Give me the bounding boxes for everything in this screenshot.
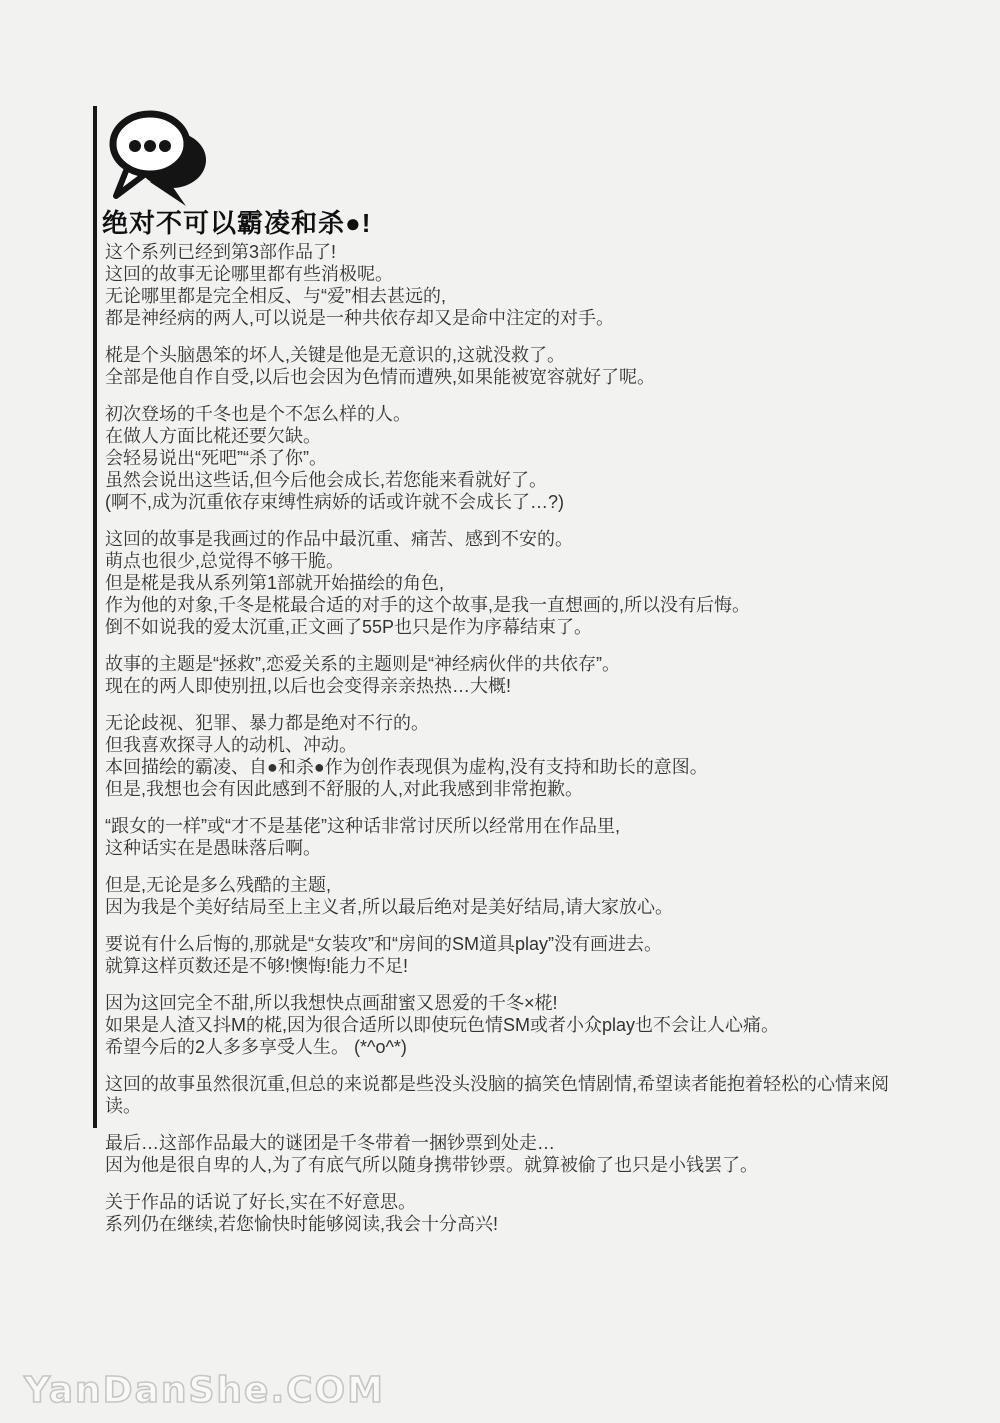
paragraph bbox=[105, 712, 990, 800]
text-line: 如果是人渣又抖M的椛,因为很合适所以即使玩色情SM或者小众play也不会让人心痛。 bbox=[105, 1015, 780, 1035]
text-line: 但是椛是我从系列第1部就开始描绘的角色, bbox=[105, 573, 445, 593]
paragraph bbox=[105, 528, 990, 638]
page-title: 绝对不可以霸凌和杀●! bbox=[102, 208, 372, 238]
text-line: 系列仍在继续,若您愉快时能够阅读,我会十分高兴! bbox=[105, 1214, 499, 1234]
paragraph bbox=[105, 815, 990, 859]
text-line: 会轻易说出“死吧”“杀了你”。 bbox=[105, 448, 327, 468]
paragraph bbox=[105, 1191, 990, 1235]
text-line: 要说有什么后悔的,那就是“女装攻”和“房间的SM道具play”没有画进去。 bbox=[105, 934, 662, 954]
paragraph bbox=[105, 1073, 990, 1117]
text-line: 在做人方面比椛还要欠缺。 bbox=[105, 426, 321, 446]
text-line: 但是,我想也会有因此感到不舒服的人,对此我感到非常抱歉。 bbox=[105, 779, 583, 799]
text-line: 最后…这部作品最大的谜团是千冬带着一捆钞票到处走… bbox=[105, 1133, 555, 1153]
text-line: 读。 bbox=[105, 1096, 141, 1116]
text-line: 故事的主题是“拯救”,恋爱关系的主题则是“神经病伙伴的共依存”。 bbox=[105, 654, 620, 674]
text-line: 因为这回完全不甜,所以我想快点画甜蜜又恩爱的千冬×椛! bbox=[105, 993, 558, 1013]
text-line: “跟女的一样”或“才不是基佬”这种话非常讨厌所以经常用在作品里, bbox=[105, 816, 620, 836]
text-line: 就算这样页数还是不够!懊悔!能力不足! bbox=[105, 956, 409, 976]
text-line: 本回描绘的霸凌、自●和杀●作为创作表现俱为虚构,没有支持和助长的意图。 bbox=[105, 757, 708, 777]
speech-bubbles-icon bbox=[108, 102, 210, 208]
text-line: 这种话实在是愚昧落后啊。 bbox=[105, 838, 321, 858]
text-line: 椛是个头脑愚笨的坏人,关键是他是无意识的,这就没救了。 bbox=[105, 345, 565, 365]
vertical-divider bbox=[93, 106, 97, 1128]
text-line: 这回的故事无论哪里都有些消极呢。 bbox=[105, 264, 393, 284]
text-line: 无论哪里都是完全相反、与“爱”相去甚远的, bbox=[105, 286, 446, 306]
watermark: YanDanShe.COM bbox=[24, 1370, 385, 1411]
paragraph bbox=[105, 241, 990, 329]
text-line: 虽然会说出这些话,但今后他会成长,若您能来看就好了。 bbox=[105, 470, 547, 490]
text-line: 希望今后的2人多多享受人生。 (*^o^*) bbox=[105, 1037, 407, 1057]
text-line: 无论歧视、犯罪、暴力都是绝对不行的。 bbox=[105, 713, 429, 733]
paragraph bbox=[105, 403, 990, 513]
text-line: 但是,无论是多么残酷的主题, bbox=[105, 875, 332, 895]
paragraph bbox=[105, 653, 990, 697]
text-line: 关于作品的话说了好长,实在不好意思。 bbox=[105, 1192, 416, 1212]
paragraph bbox=[105, 1132, 990, 1176]
text-line: 现在的两人即使别扭,以后也会变得亲亲热热…大概! bbox=[105, 676, 511, 696]
text-line: 这回的故事是我画过的作品中最沉重、痛苦、感到不安的。 bbox=[105, 529, 573, 549]
text-line: 因为他是很自卑的人,为了有底气所以随身携带钞票。就算被偷了也只是小钱罢了。 bbox=[105, 1155, 758, 1175]
text-line: 这回的故事虽然很沉重,但总的来说都是些没头没脑的搞笑色情剧情,希望读者能抱着轻松的心情来阅 bbox=[105, 1074, 889, 1094]
text-line: 这个系列已经到第3部作品了! bbox=[105, 242, 337, 262]
text-line: 倒不如说我的爱太沉重,正文画了55P也只是作为序幕结束了。 bbox=[105, 617, 593, 637]
paragraph bbox=[105, 992, 990, 1058]
text-line: 因为我是个美好结局至上主义者,所以最后绝对是美好结局,请大家放心。 bbox=[105, 897, 673, 917]
paragraph bbox=[105, 874, 990, 918]
afterword-text bbox=[105, 241, 990, 1250]
text-line: 都是神经病的两人,可以说是一种共依存却又是命中注定的对手。 bbox=[105, 308, 614, 328]
text-line: 作为他的对象,千冬是椛最合适的对手的这个故事,是我一直想画的,所以没有后悔。 bbox=[105, 595, 750, 615]
text-line: 但我喜欢探寻人的动机、冲动。 bbox=[105, 735, 357, 755]
text-line: 初次登场的千冬也是个不怎么样的人。 bbox=[105, 404, 411, 424]
paragraph bbox=[105, 933, 990, 977]
text-line: 全部是他自作自受,以后也会因为色情而遭殃,如果能被宽容就好了呢。 bbox=[105, 367, 655, 387]
text-line: (啊不,成为沉重依存束缚性病娇的话或许就不会成长了…?) bbox=[105, 492, 564, 512]
paragraph bbox=[105, 344, 990, 388]
text-line: 萌点也很少,总觉得不够干脆。 bbox=[105, 551, 344, 571]
